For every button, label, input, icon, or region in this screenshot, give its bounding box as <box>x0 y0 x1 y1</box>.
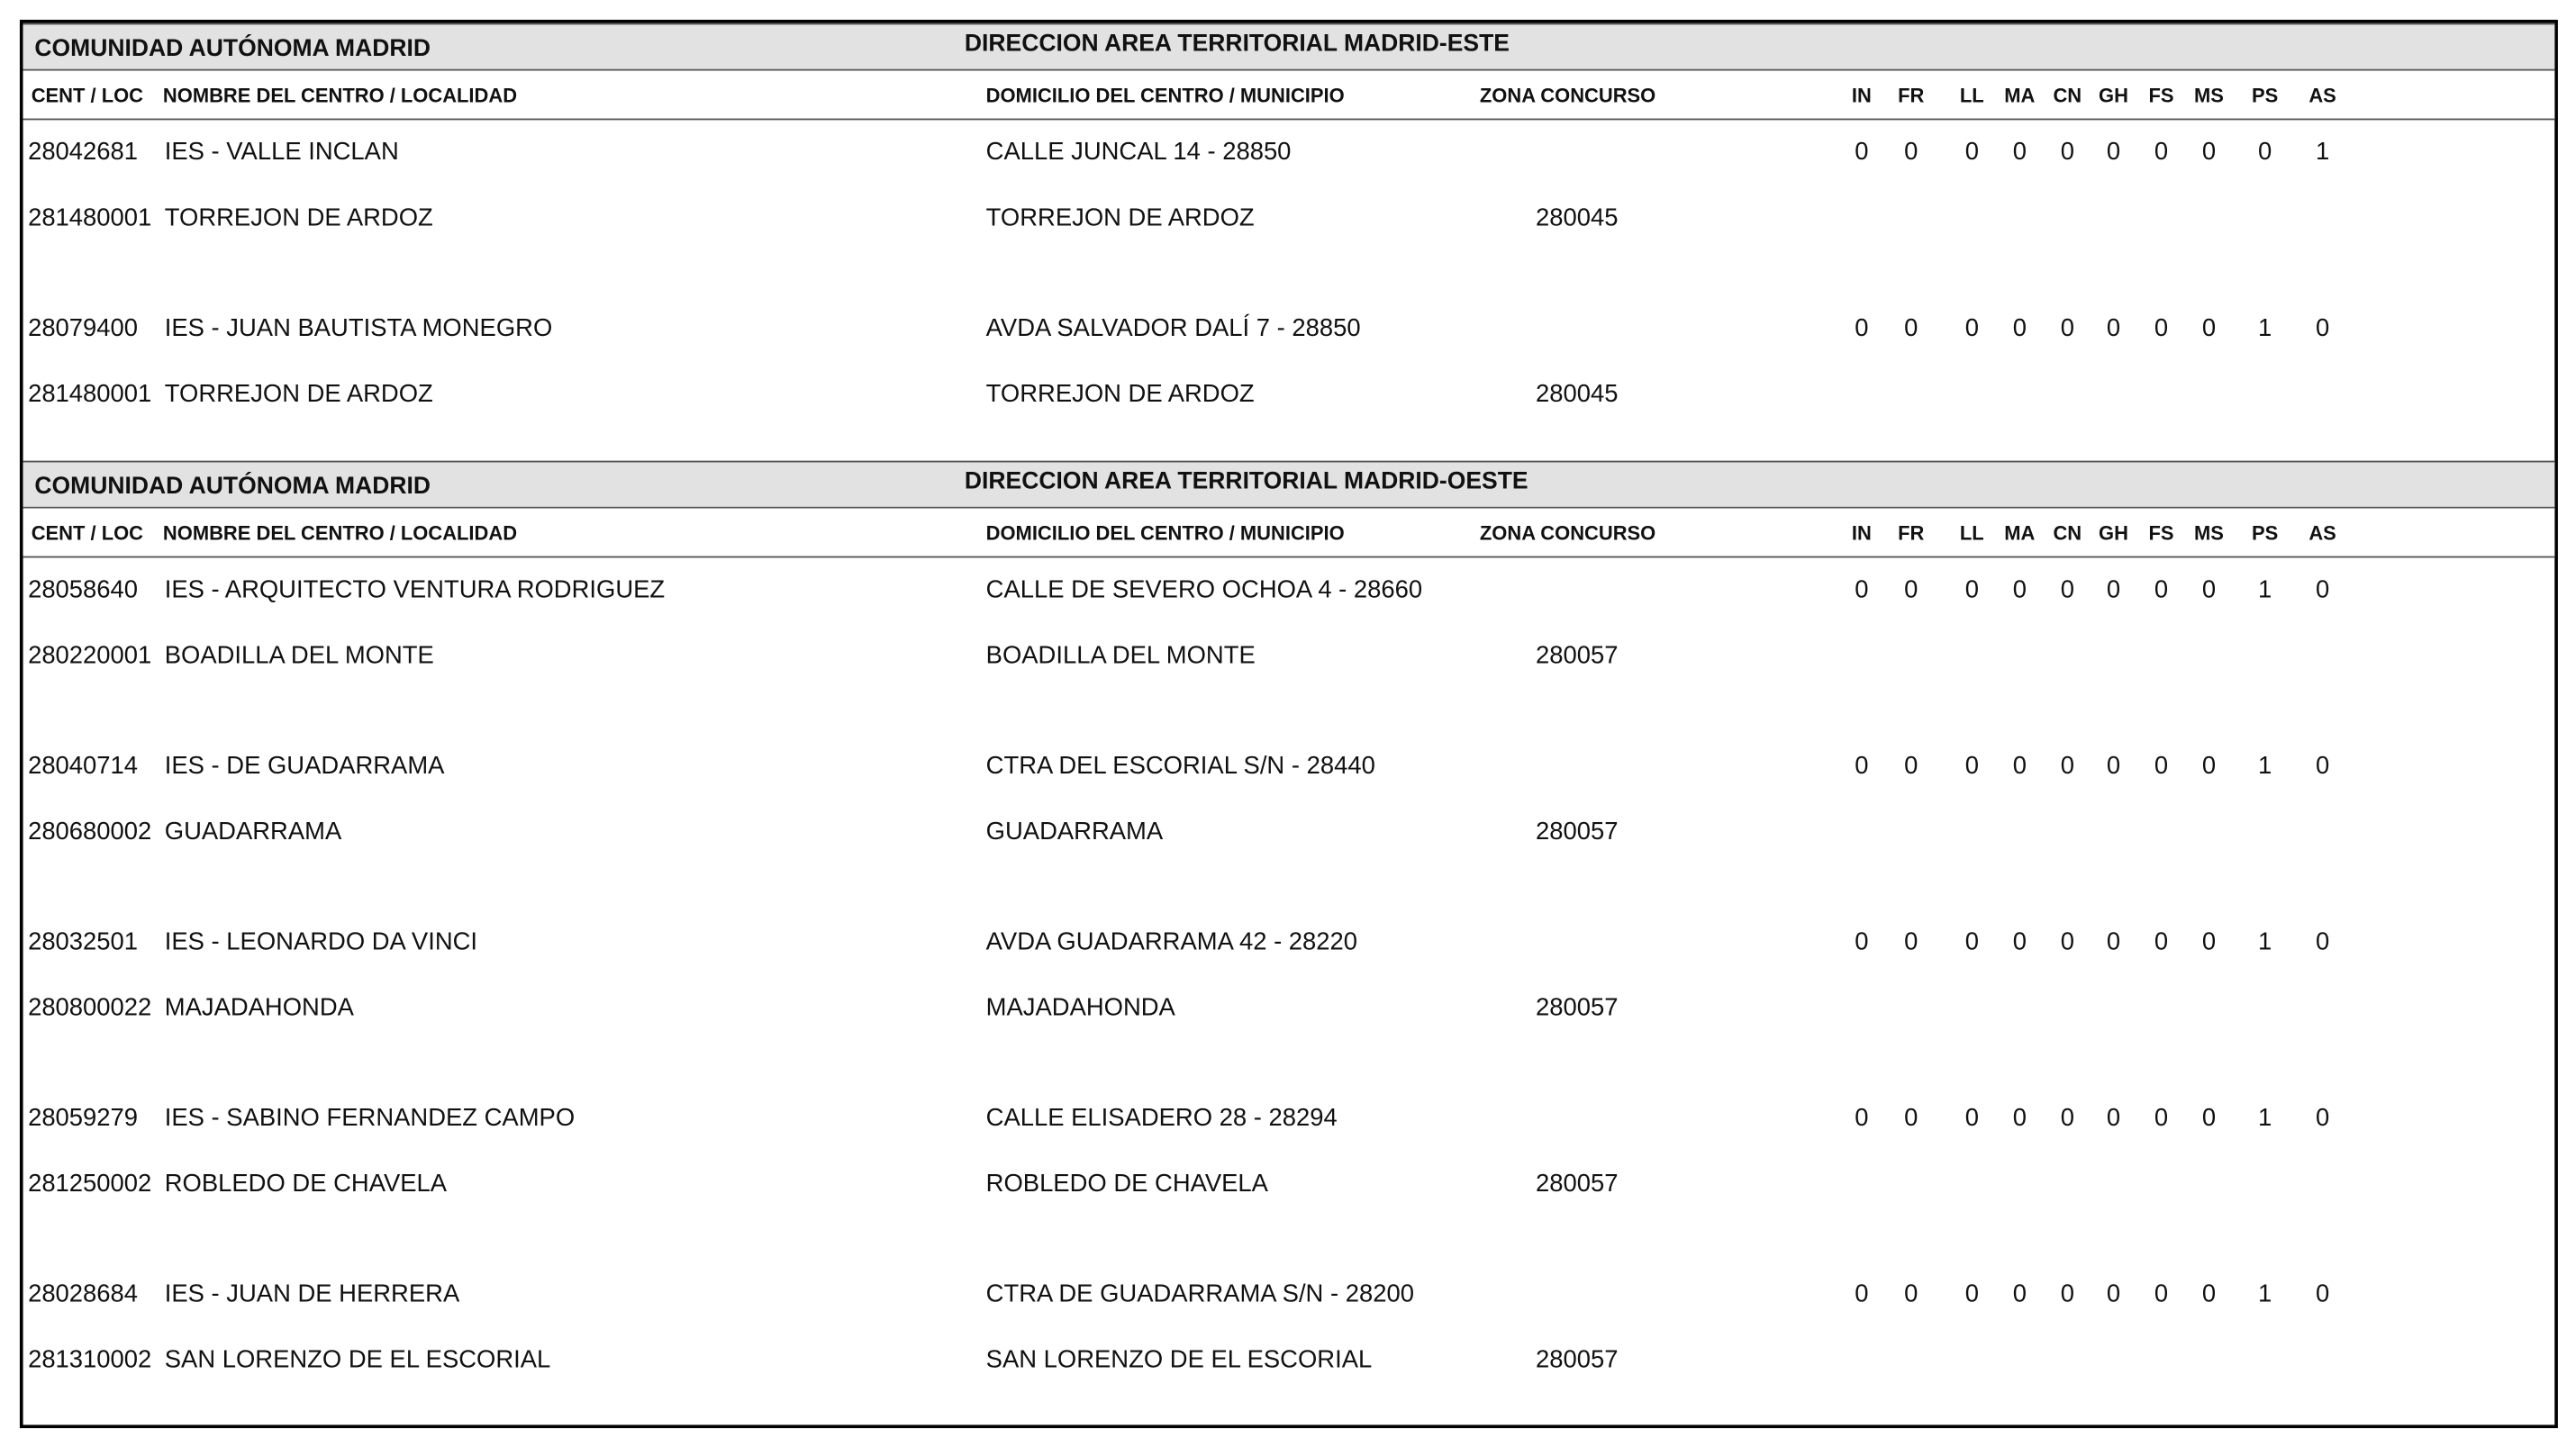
col-header-specialty: MS <box>2194 84 2224 107</box>
locality-code: 281480001 <box>28 380 152 409</box>
locality-name: MAJADAHONDA <box>164 993 354 1022</box>
center-code: 28028684 <box>28 1280 139 1308</box>
vacancy-count: 0 <box>2315 1280 2330 1308</box>
vacancy-count: 0 <box>1964 1280 1979 1308</box>
col-header-specialty: CN <box>2053 84 2082 107</box>
col-header-specialty: CN <box>2053 521 2082 545</box>
vacancy-count: 0 <box>2060 752 2074 781</box>
vacancy-count: 0 <box>2201 752 2217 781</box>
center-address: CALLE JUNCAL 14 - 28850 <box>985 138 1292 167</box>
vacancy-count: 0 <box>1855 575 1869 604</box>
vacancy-count: 0 <box>2012 314 2027 343</box>
vacancy-count: 0 <box>2012 1280 2027 1308</box>
report-frame <box>20 20 2558 1428</box>
center-address: CTRA DE GUADARRAMA S/N - 28200 <box>985 1280 1414 1308</box>
vacancy-count: 0 <box>2106 1104 2121 1133</box>
vacancy-count: 0 <box>2154 1104 2169 1133</box>
center-code: 28040714 <box>28 752 139 781</box>
vacancy-count: 0 <box>2012 138 2027 167</box>
vacancy-count: 0 <box>2201 138 2217 167</box>
vacancy-count: 0 <box>2106 1280 2121 1308</box>
col-header-specialty: PS <box>2251 521 2279 545</box>
community-title: COMUNIDAD AUTÓNOMA MADRID <box>34 474 431 501</box>
vacancy-count: 0 <box>1904 1280 1918 1308</box>
vacancy-count: 0 <box>1964 927 1979 956</box>
zone-code: 280057 <box>1536 993 1619 1022</box>
vacancy-count: 0 <box>1964 138 1979 167</box>
section-header-band <box>23 23 2555 71</box>
vacancy-count: 0 <box>1904 138 1918 167</box>
center-name: IES - LEONARDO DA VINCI <box>164 927 478 956</box>
vacancy-count: 0 <box>1855 1104 1869 1133</box>
territorial-area-title: DIRECCION AREA TERRITORIAL MADRID-OESTE <box>964 468 1528 496</box>
col-header-address: DOMICILIO DEL CENTRO / MUNICIPIO <box>985 84 1345 107</box>
municipality: GUADARRAMA <box>985 818 1164 846</box>
zone-code: 280045 <box>1536 203 1619 232</box>
vacancy-count: 0 <box>2257 138 2272 167</box>
vacancy-count: 0 <box>1964 1104 1979 1133</box>
center-code: 28058640 <box>28 575 139 604</box>
vacancy-count: 0 <box>1964 314 1979 343</box>
locality-name: GUADARRAMA <box>164 818 342 846</box>
locality-row <box>23 204 2555 238</box>
center-address: CALLE ELISADERO 28 - 28294 <box>985 1104 1338 1133</box>
locality-code: 281250002 <box>28 1170 152 1198</box>
center-code: 28032501 <box>28 927 139 956</box>
vacancy-count: 1 <box>2315 138 2330 167</box>
vacancy-count: 0 <box>1904 575 1918 604</box>
zone-code: 280057 <box>1536 641 1619 670</box>
vacancy-count: 0 <box>2106 138 2121 167</box>
dat-section <box>23 461 2555 1456</box>
col-header-specialty: PS <box>2251 84 2279 107</box>
vacancy-count: 1 <box>2257 752 2272 781</box>
center-address: AVDA GUADARRAMA 42 - 28220 <box>985 927 1358 956</box>
vacancy-count: 0 <box>2315 314 2330 343</box>
col-header-specialty: IN <box>1851 521 1872 545</box>
zone-code: 280057 <box>1536 1170 1619 1198</box>
locality-row <box>23 1346 2555 1379</box>
center-name: IES - JUAN BAUTISTA MONEGRO <box>164 314 553 343</box>
vacancy-count: 1 <box>2257 575 2272 604</box>
vacancy-count: 0 <box>2106 314 2121 343</box>
vacancy-count: 0 <box>2154 752 2169 781</box>
vacancy-count: 0 <box>1904 1104 1918 1133</box>
col-header-specialty: MA <box>2004 521 2036 545</box>
center-name: IES - JUAN DE HERRERA <box>164 1280 460 1308</box>
center-address: CTRA DEL ESCORIAL S/N - 28440 <box>985 752 1375 781</box>
vacancy-count: 0 <box>2012 752 2027 781</box>
locality-code: 281480001 <box>28 203 152 232</box>
vacancy-count: 0 <box>2154 927 2169 956</box>
territorial-area-title: DIRECCION AREA TERRITORIAL MADRID-ESTE <box>964 31 1510 58</box>
center-row <box>23 138 2555 171</box>
column-header-row <box>23 71 2555 121</box>
vacancy-count: 0 <box>2201 575 2217 604</box>
locality-code: 280220001 <box>28 641 152 670</box>
vacancy-count: 0 <box>1964 752 1979 781</box>
locality-name: BOADILLA DEL MONTE <box>164 641 434 670</box>
municipality: BOADILLA DEL MONTE <box>985 641 1256 670</box>
vacancy-count: 0 <box>1855 1280 1869 1308</box>
col-header-specialty: AS <box>2308 84 2336 107</box>
locality-row <box>23 380 2555 413</box>
center-row <box>23 752 2555 785</box>
vacancy-count: 0 <box>2060 1280 2074 1308</box>
center-name: IES - SABINO FERNANDEZ CAMPO <box>164 1104 576 1133</box>
center-row <box>23 1280 2555 1314</box>
locality-row <box>23 642 2555 675</box>
vacancy-count: 0 <box>2154 138 2169 167</box>
locality-name: TORREJON DE ARDOZ <box>164 203 433 232</box>
vacancy-count: 0 <box>2106 752 2121 781</box>
locality-code: 280680002 <box>28 818 152 846</box>
col-header-specialty: MS <box>2194 521 2224 545</box>
col-header-zone: ZONA CONCURSO <box>1479 84 1656 107</box>
vacancy-count: 0 <box>2060 314 2074 343</box>
vacancy-count: 0 <box>2106 575 2121 604</box>
col-header-address: DOMICILIO DEL CENTRO / MUNICIPIO <box>985 521 1345 545</box>
dat-section <box>23 23 2555 491</box>
municipality: SAN LORENZO DE EL ESCORIAL <box>985 1345 1373 1374</box>
col-header-code: CENT / LOC <box>31 521 143 545</box>
col-header-specialty: FS <box>2148 521 2174 545</box>
center-code: 28042681 <box>28 138 139 167</box>
vacancy-count: 0 <box>2012 1104 2027 1133</box>
center-row <box>23 314 2555 348</box>
col-header-specialty: FS <box>2148 84 2174 107</box>
col-header-specialty: LL <box>1959 84 1984 107</box>
locality-name: SAN LORENZO DE EL ESCORIAL <box>164 1345 551 1374</box>
vacancy-count: 0 <box>2201 314 2217 343</box>
col-header-specialty: GH <box>2099 84 2128 107</box>
col-header-specialty: LL <box>1959 521 1984 545</box>
center-code: 28059279 <box>28 1104 139 1133</box>
center-address: AVDA SALVADOR DALÍ 7 - 28850 <box>985 314 1361 343</box>
vacancy-count: 0 <box>1855 752 1869 781</box>
column-header-row <box>23 509 2555 558</box>
col-header-specialty: MA <box>2004 84 2036 107</box>
center-name: IES - DE GUADARRAMA <box>164 752 445 781</box>
municipality: MAJADAHONDA <box>985 993 1175 1022</box>
vacancy-count: 0 <box>2154 314 2169 343</box>
vacancy-count: 0 <box>2315 575 2330 604</box>
vacancy-count: 0 <box>1964 575 1979 604</box>
col-header-specialty: GH <box>2099 521 2128 545</box>
vacancy-count: 0 <box>1904 314 1918 343</box>
vacancy-count: 0 <box>2012 927 2027 956</box>
center-row <box>23 1104 2555 1137</box>
center-row <box>23 928 2555 962</box>
col-header-zone: ZONA CONCURSO <box>1479 521 1656 545</box>
center-name: IES - VALLE INCLAN <box>164 138 399 167</box>
zone-code: 280057 <box>1536 818 1619 846</box>
vacancy-count: 0 <box>2012 575 2027 604</box>
col-header-name: NOMBRE DEL CENTRO / LOCALIDAD <box>162 84 518 107</box>
vacancy-count: 0 <box>2106 927 2121 956</box>
col-header-code: CENT / LOC <box>31 84 143 107</box>
locality-row <box>23 1170 2555 1203</box>
section-header-band <box>23 461 2555 509</box>
center-code: 28079400 <box>28 314 139 343</box>
col-header-specialty: FR <box>1898 521 1925 545</box>
locality-name: TORREJON DE ARDOZ <box>164 380 433 409</box>
vacancy-count: 0 <box>2201 927 2217 956</box>
locality-code: 281310002 <box>28 1345 152 1374</box>
locality-row <box>23 818 2555 851</box>
col-header-specialty: FR <box>1898 84 1925 107</box>
vacancy-count: 0 <box>1855 314 1869 343</box>
col-header-specialty: AS <box>2308 521 2336 545</box>
zone-code: 280057 <box>1536 1345 1619 1374</box>
vacancy-count: 1 <box>2257 1104 2272 1133</box>
center-row <box>23 576 2555 610</box>
vacancy-count: 0 <box>2060 927 2074 956</box>
center-name: IES - ARQUITECTO VENTURA RODRIGUEZ <box>164 575 666 604</box>
vacancy-count: 0 <box>2315 752 2330 781</box>
vacancy-count: 0 <box>2201 1104 2217 1133</box>
vacancy-count: 0 <box>2201 1280 2217 1308</box>
vacancy-count: 1 <box>2257 927 2272 956</box>
vacancy-count: 0 <box>2315 927 2330 956</box>
vacancy-count: 0 <box>1855 138 1869 167</box>
vacancy-count: 0 <box>1904 927 1918 956</box>
center-address: CALLE DE SEVERO OCHOA 4 - 28660 <box>985 575 1423 604</box>
municipality: TORREJON DE ARDOZ <box>985 380 1255 409</box>
vacancy-count: 0 <box>2060 138 2074 167</box>
community-title: COMUNIDAD AUTÓNOMA MADRID <box>34 36 431 63</box>
vacancy-count: 1 <box>2257 1280 2272 1308</box>
vacancy-count: 0 <box>1904 752 1918 781</box>
locality-code: 280800022 <box>28 993 152 1022</box>
vacancy-count: 0 <box>2060 1104 2074 1133</box>
vacancy-count: 0 <box>1855 927 1869 956</box>
vacancy-count: 0 <box>2060 575 2074 604</box>
vacancy-count: 0 <box>2154 575 2169 604</box>
col-header-specialty: IN <box>1851 84 1872 107</box>
zone-code: 280045 <box>1536 380 1619 409</box>
municipality: TORREJON DE ARDOZ <box>985 203 1255 232</box>
municipality: ROBLEDO DE CHAVELA <box>985 1170 1268 1198</box>
vacancy-count: 0 <box>2315 1104 2330 1133</box>
vacancy-count: 1 <box>2257 314 2272 343</box>
locality-row <box>23 994 2555 1027</box>
vacancy-count: 0 <box>2154 1280 2169 1308</box>
locality-name: ROBLEDO DE CHAVELA <box>164 1170 448 1198</box>
col-header-name: NOMBRE DEL CENTRO / LOCALIDAD <box>162 521 518 545</box>
